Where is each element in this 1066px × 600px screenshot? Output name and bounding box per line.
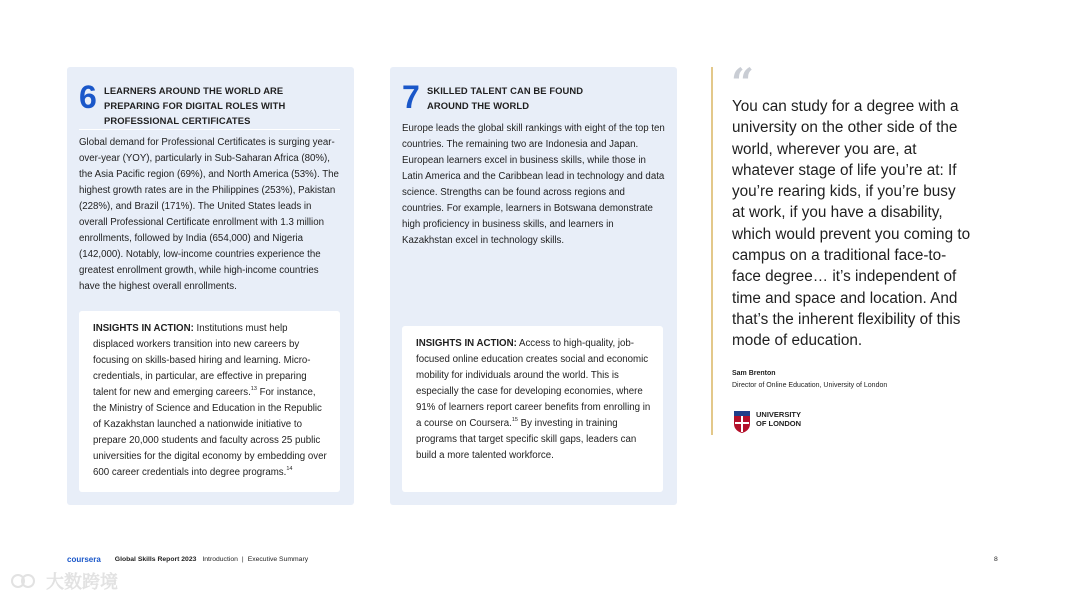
insight-text: For instance, the Ministry of Science and Education in the Republic of Kazakhstan launched a nationwide initiative to prepare 20,000 students and faculty across 25 public universities for the digital economy by embedding over 600 career credentials into degree programs. (93, 387, 327, 478)
footnote-ref[interactable]: 13 (250, 386, 257, 392)
footer-nav-executive-summary[interactable]: Executive Summary (247, 556, 309, 563)
key-finding-card-7 (390, 67, 677, 505)
finding-body: Global demand for Professional Certificates is surging year-over-year (YOY), particularly in Sub-Saharan Africa (80%), the Asia Pacific region (69%), and North America (53%). The highest growth rates are in the Philippines (253%), Pakistan (228%), and Brazil (171%). The United States leads in overall Professional Certificate enrollment with 1.3 million enrollments, followed by India (654,000) and Nigeria (142,000). Notably, low-income countries experience the greatest enrollment growth, while high-income countries have the highest overall enrollments. (79, 137, 339, 292)
insight-text: Access to high-quality, job-focused online education creates social and economic mobility for individuals around the world. This is especially the case for developing economies, where 91% of learners report career benefits from enrolling in a course on Coursera. (416, 338, 651, 429)
quote-accent-bar (711, 67, 713, 435)
insight-text: By investing in training programs that target specific skill gaps, leaders can build a more talented workforce. (416, 418, 637, 461)
watermark (10, 568, 118, 594)
page-number: 8 (994, 556, 998, 563)
pull-quote: You can study for a degree with a university on the other side of the world, wherever you are, at whatever stage of life you’re at: If you’re rearing kids, if you’re busy at work, if you have a disability, which would prevent you coming to campus on a traditional face-to-face degree… it’s independent of time and space and location. And that’s the inherent flexibility of this mode of education. (732, 98, 971, 350)
footnote-ref[interactable]: 15 (511, 417, 518, 423)
footer-separator: | (241, 556, 244, 563)
finding-title: SKILLED TALENT CAN BE FOUND AROUND THE WORLD (427, 85, 584, 111)
footer-nav-introduction[interactable]: Introduction (202, 556, 238, 563)
insight-label: INSIGHTS IN ACTION: (416, 338, 517, 349)
report-title: Global Skills Report 2023 (114, 556, 197, 563)
quote-mark-icon: “ (731, 60, 755, 107)
watermark-logo-icon (10, 572, 40, 590)
watermark-text: 大数跨境 (46, 572, 118, 592)
quote-author-role: Director of Online Education, University of London (732, 382, 888, 389)
coursera-logo[interactable]: coursera (67, 555, 101, 564)
page-footer (67, 555, 308, 564)
key-finding-card-6 (67, 67, 354, 505)
footnote-ref[interactable]: 14 (286, 466, 293, 472)
finding-number: 7 (402, 79, 420, 115)
finding-body: Europe leads the global skill rankings with eight of the top ten countries. The remaining two are Indonesia and Japan. European learners excel in business skills, while those in Latin America and the Caribbean lead in technology and data science. Strengths can be found across regions and countries. For example, learners in Botswana demonstrate high proficiency in business skills, and learners in Kazakhstan excel in technology skills. (402, 123, 665, 246)
university-of-london-crest-icon (733, 410, 751, 434)
card-header (79, 77, 340, 130)
insights-in-action-box (79, 311, 340, 492)
finding-title: LEARNERS AROUND THE WORLD ARE PREPARING FOR DIGITAL ROLES WITH PROFESSIONAL CERTIFICATES (104, 85, 286, 126)
quote-author: Sam Brenton (732, 370, 776, 377)
insights-in-action-box (402, 326, 663, 492)
university-logo-text: UNIVERSITY OF LONDON (756, 410, 802, 428)
insight-text: Institutions must help displaced workers transition into new careers by focusing on skills-based hiring and learning. Micro-credentials, in particular, are effective in preparing talent for new and emerging careers. (93, 323, 311, 398)
insight-label: INSIGHTS IN ACTION: (93, 323, 194, 334)
finding-number: 6 (79, 79, 97, 115)
